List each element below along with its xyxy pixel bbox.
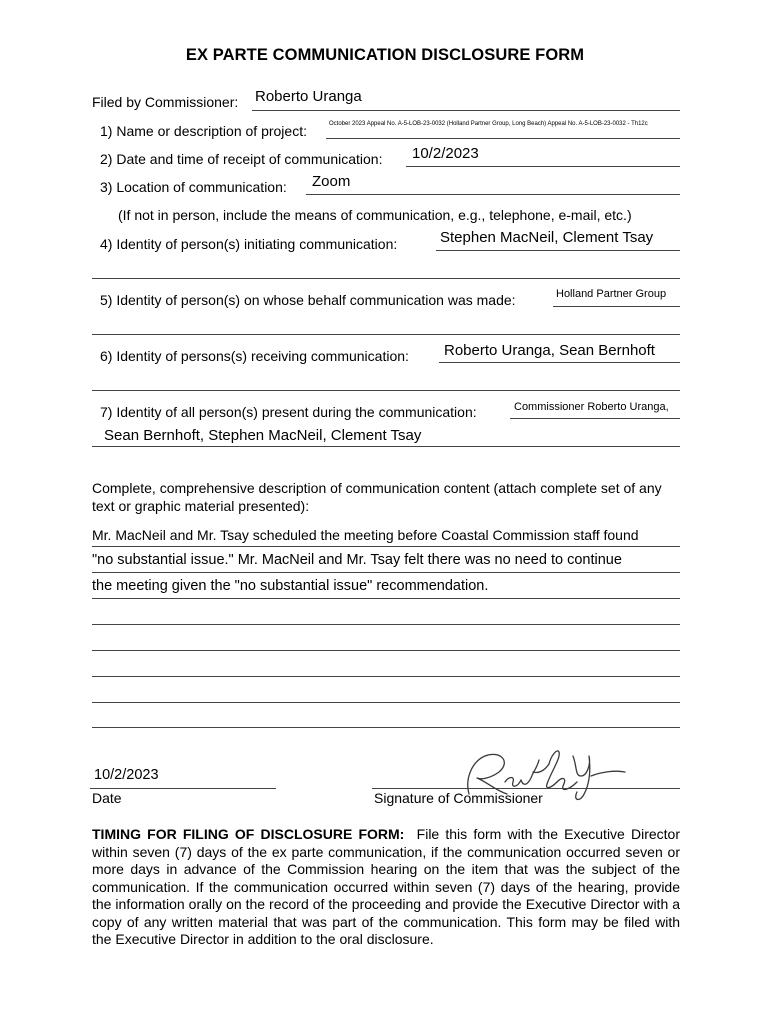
description-underline-3: [92, 598, 680, 599]
filed-by-value[interactable]: Roberto Uranga: [255, 88, 362, 105]
description-label: Complete, comprehensive description of communication content (attach complete set of any text or graphic material presented):: [92, 480, 662, 514]
q6-label: 6) Identity of persons(s) receiving communication:: [100, 348, 409, 364]
q3-underline: [306, 194, 680, 195]
q1-label: 1) Name or description of project:: [100, 123, 307, 139]
date-underline: [90, 788, 276, 789]
description-underline-4: [92, 624, 680, 625]
filed-by-label: Filed by Commissioner:: [92, 94, 239, 110]
q1-value[interactable]: October 2023 Appeal No. A-5-LOB-23-0032 (Holland Partner Group, Long Beach) Appeal No. A-5-LOB-23-0032 - Th12c: [329, 121, 648, 127]
description-line-3[interactable]: the meeting given the "no substantial issue" recommendation.: [92, 578, 489, 594]
q3-note: (If not in person, include the means of communication, e.g., telephone, e-mail, etc.): [118, 207, 632, 223]
filed-by-underline: [252, 110, 680, 111]
timing-heading: TIMING FOR FILING OF DISCLOSURE FORM:: [92, 826, 405, 842]
signature-label: Signature of Commissioner: [374, 790, 543, 806]
q7-underline-2: [92, 446, 680, 447]
q7-label: 7) Identity of all person(s) present during the communication:: [100, 404, 477, 420]
date-label: Date: [92, 790, 122, 806]
q7-value-cont[interactable]: Sean Bernhoft, Stephen MacNeil, Clement Tsay: [104, 427, 422, 444]
q6-value[interactable]: Roberto Uranga, Sean Bernhoft: [444, 342, 655, 359]
description-underline-2: [92, 572, 680, 573]
q5-value[interactable]: Holland Partner Group: [556, 288, 667, 300]
description-underline-5: [92, 650, 680, 651]
q2-value[interactable]: 10/2/2023: [412, 145, 479, 162]
q7-value[interactable]: Commissioner Roberto Uranga,: [514, 401, 669, 413]
q3-value[interactable]: Zoom: [312, 173, 351, 190]
description-underline-6: [92, 676, 680, 677]
q6-underline: [439, 362, 680, 363]
q2-label: 2) Date and time of receipt of communication:: [100, 151, 383, 167]
timing-text: File this form with the Executive Director within seven (7) days of the ex parte communication, if the communication occurred seven or more days in advance of the Commission hearing on the item that was the subject of the communication. If the communication occurred within seven (7) days of the hearing, provide the information orally on the record of the proceeding and provide the Executive Director with a copy of any written material that was part of the communication. This form may be filed with the Executive Director in addition to the oral disclosure.: [92, 826, 681, 947]
q3-label: 3) Location of communication:: [100, 179, 287, 195]
q7-underline: [510, 418, 680, 419]
description-line-2[interactable]: "no substantial issue." Mr. MacNeil and Mr. Tsay felt there was no need to continue: [92, 552, 622, 568]
description-line-1[interactable]: Mr. MacNeil and Mr. Tsay scheduled the meeting before Coastal Commission staff found: [92, 527, 639, 543]
q1-underline: [326, 138, 680, 139]
q6-underline-2: [92, 390, 680, 391]
q4-label: 4) Identity of person(s) initiating communication:: [100, 236, 398, 252]
q4-underline: [436, 250, 680, 251]
q5-underline-2: [92, 334, 680, 335]
timing-paragraph: [92, 826, 680, 949]
q4-value[interactable]: Stephen MacNeil, Clement Tsay: [440, 229, 654, 246]
q4-underline-2: [92, 278, 680, 279]
form-title: EX PARTE COMMUNICATION DISCLOSURE FORM: [185, 46, 585, 64]
description-underline-8: [92, 727, 680, 728]
q2-underline: [406, 166, 680, 167]
description-underline-7: [92, 702, 680, 703]
description-underline-1: [92, 546, 680, 547]
q5-underline: [553, 306, 680, 307]
date-value[interactable]: 10/2/2023: [94, 767, 159, 783]
q5-label: 5) Identity of person(s) on whose behalf communication was made:: [100, 292, 516, 308]
